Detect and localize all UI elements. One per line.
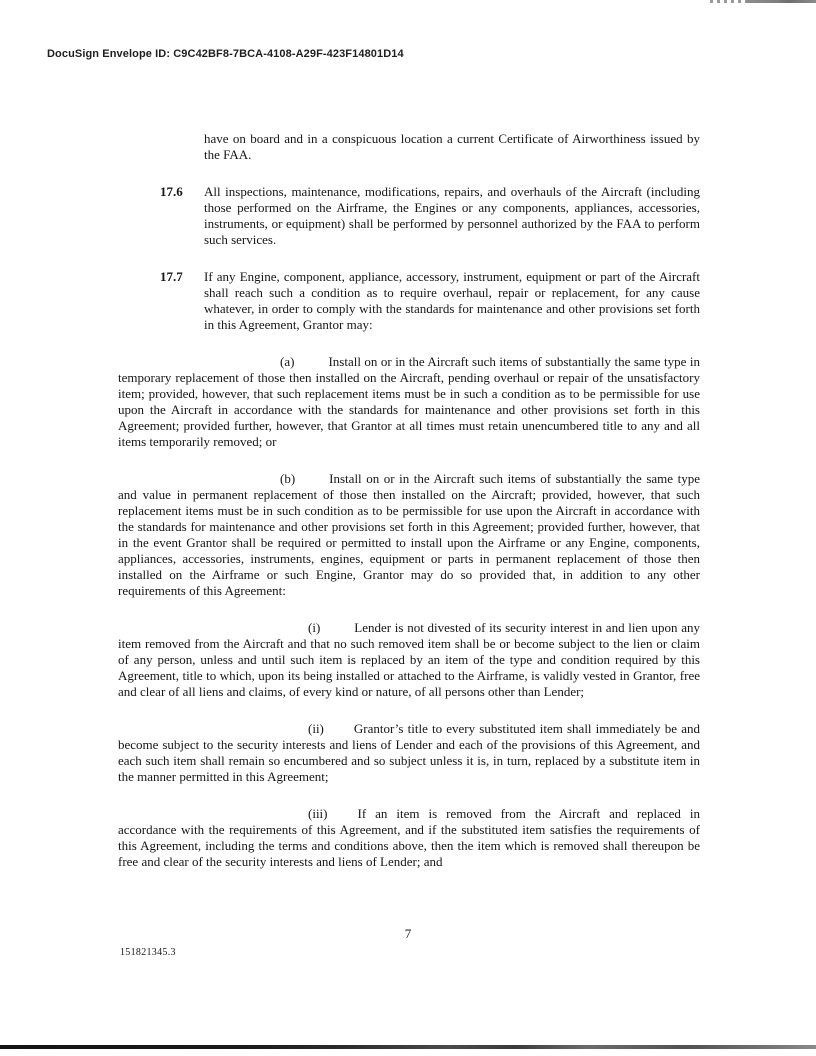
subsection-text: Install on or in the Aircraft such items of substantially the same type and value in permanent replacement of those then installed on the Aircraft; provided, however, that such replacement items must be in such condition as to be permissible for use upon the Aircraft in accordance with the standards for maintenance and other provisions set forth in this Agreement; provided further, however, that in the event Grantor shall be required or permitted to install upon the Airframe or any Engine, components, appliances, accessories, instruments, engines, equipment or parts in permanent replacement of those then installed on the Airframe or such Engine, Grantor may do so provided that, in addition to any other requirements of this Agreement: bbox=[118, 471, 700, 598]
section-number: 17.6 bbox=[160, 184, 183, 199]
document-reference-number: 151821345.3 bbox=[120, 947, 176, 958]
scan-dash-marks bbox=[710, 0, 746, 3]
paragraph-intro-continuation: have on board and in a conspicuous location a current Certificate of Airworthiness issued by the FAA. bbox=[204, 131, 700, 162]
clause-label: (i) bbox=[308, 620, 321, 635]
subsection-a bbox=[118, 354, 700, 450]
subsection-text: Install on or in the Aircraft such items of substantially the same type in temporary replacement of those then installed on the Aircraft, pending overhaul or repair of the unsatisfactory item; provided, however, that such replacement items must be in such a condition as to be permissible for use upon the Aircraft in accordance with the standards for maintenance and other provisions set forth in this Agreement; provided further, however, that Grantor at all times must retain unencumbered title to any and all items temporarily removed; or bbox=[118, 354, 700, 449]
clause-i bbox=[118, 620, 700, 700]
clause-iii bbox=[118, 806, 700, 870]
scan-artifact-bottom-edge bbox=[0, 1045, 816, 1049]
subsection-label: (a) bbox=[280, 354, 295, 369]
clause-ii bbox=[118, 721, 700, 785]
section-text: If any Engine, component, appliance, accessory, instrument, equipment or part of the Aircraft shall reach such a condition as to require overhaul, repair or replacement, for any cause whatever, in order to comply with the standards for maintenance and other provisions set forth in this Agreement, Grantor may: bbox=[204, 269, 700, 332]
clause-label: (ii) bbox=[308, 721, 324, 736]
clause-text: Grantor’s title to every substituted item shall immediately be and become subject to the security interests and liens of Lender and each of the provisions of this Agreement, and each such item shall remain so encumbered and so subject unless it is, in turn, replaced by a substitute item in the manner permitted in this Agreement; bbox=[118, 721, 700, 784]
section-number: 17.7 bbox=[160, 269, 183, 284]
subsection-b bbox=[118, 471, 700, 599]
clause-text: Lender is not divested of its security interest in and lien upon any item removed from the Aircraft and that no such removed item shall be or become subject to the lien or claim of any person, unless and until such item is replaced by an item of the type and condition required by this Agreement, title to which, upon its being installed or attached to the Airframe, is validly vested in Grantor, free and clear of all liens and claims, of every kind or nature, of all persons other than Lender; bbox=[118, 620, 700, 699]
section-17-7 bbox=[160, 269, 700, 333]
section-17-6 bbox=[160, 184, 700, 248]
scan-artifact-top-edge bbox=[710, 0, 816, 4]
subsection-label: (b) bbox=[280, 471, 296, 486]
document-body bbox=[118, 131, 700, 870]
page-number: 7 bbox=[404, 926, 412, 941]
clause-label: (iii) bbox=[308, 806, 328, 821]
clause-text: If an item is removed from the Aircraft and replaced in accordance with the requirements of this Agreement, and if the substituted item satisfies the requirements of this Agreement, including the terms and conditions above, then the item which is removed shall thereupon be free and clear of the security interests and liens of Lender; and bbox=[118, 806, 700, 869]
docusign-envelope-id: DocuSign Envelope ID: C9C42BF8-7BCA-4108-A29F-423F14801D14 bbox=[47, 48, 404, 60]
scan-line-mark bbox=[746, 0, 816, 3]
section-text: All inspections, maintenance, modifications, repairs, and overhauls of the Aircraft (including those performed on the Airframe, the Engines or any components, appliances, accessories, instruments, or equipment) shall be performed by personnel authorized by the FAA to perform such services. bbox=[204, 184, 700, 247]
